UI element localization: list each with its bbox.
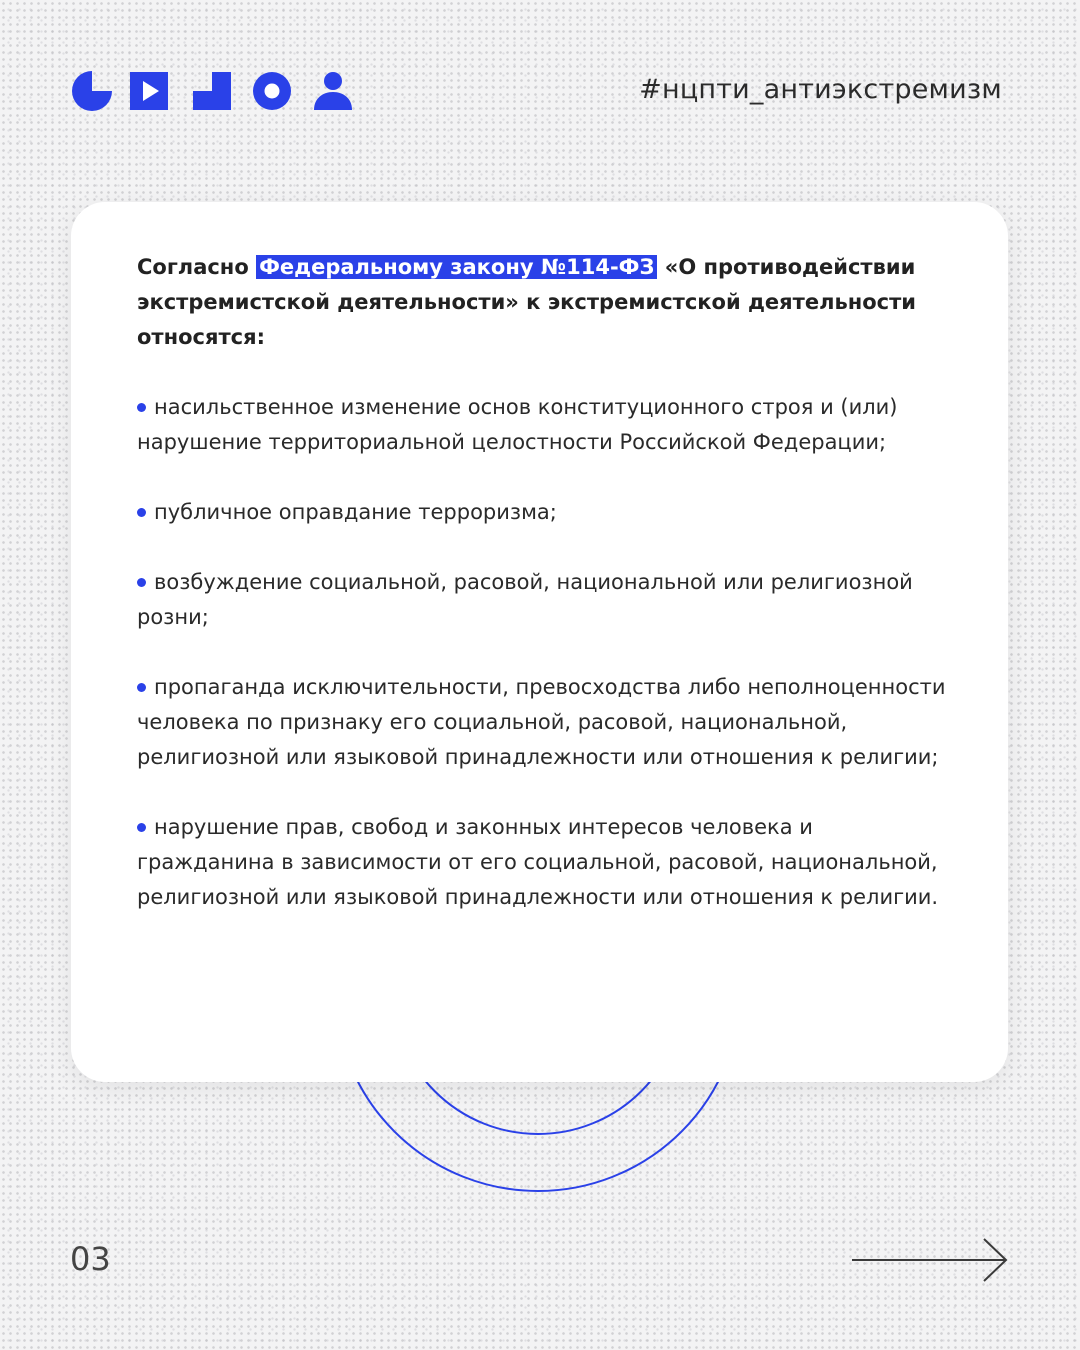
lead-paragraph	[137, 250, 957, 355]
list-item-text: насильственное изменение основ конституционного строя и (или) нарушение территориальной целостности Российской Федерации;	[137, 395, 898, 454]
bullet-icon	[137, 403, 146, 412]
list-item-text: публичное оправдание терроризма;	[154, 500, 557, 524]
lead-prefix: Согласно	[137, 255, 257, 279]
card-content	[137, 250, 957, 915]
bullet-icon	[137, 578, 146, 587]
list-item-text: пропаганда исключительности, превосходства либо неполноценности человека по признаку его социальной, расовой, национальной, религиозной или языковой принадлежности или отношения к религии;	[137, 675, 946, 769]
list-item-text: возбуждение социальной, расовой, национальной или религиозной розни;	[137, 570, 913, 629]
content-card	[71, 202, 1008, 1082]
lead-suffix: «О противодействии экстремистской деятельности» к экстремистской деятельности относятся:	[137, 255, 916, 349]
extremism-list	[137, 390, 957, 915]
list-item	[137, 495, 957, 530]
hashtag: #нцпти_антиэкстремизм	[639, 74, 1002, 105]
page-number: 03	[70, 1240, 111, 1278]
list-item	[137, 565, 957, 635]
arrow-right-icon[interactable]	[850, 1236, 1012, 1286]
list-item	[137, 810, 957, 915]
list-item	[137, 390, 957, 460]
bullet-icon	[137, 508, 146, 517]
law-highlight: Федеральному закону №114-ФЗ	[256, 255, 657, 279]
list-item-text: нарушение прав, свобод и законных интересов человека и гражданина в зависимости от его социальной, расовой, национальной, религиозной или языковой принадлежности или отношения к религии.	[137, 815, 939, 909]
bullet-icon	[137, 823, 146, 832]
list-item	[137, 670, 957, 775]
bullet-icon	[137, 683, 146, 692]
